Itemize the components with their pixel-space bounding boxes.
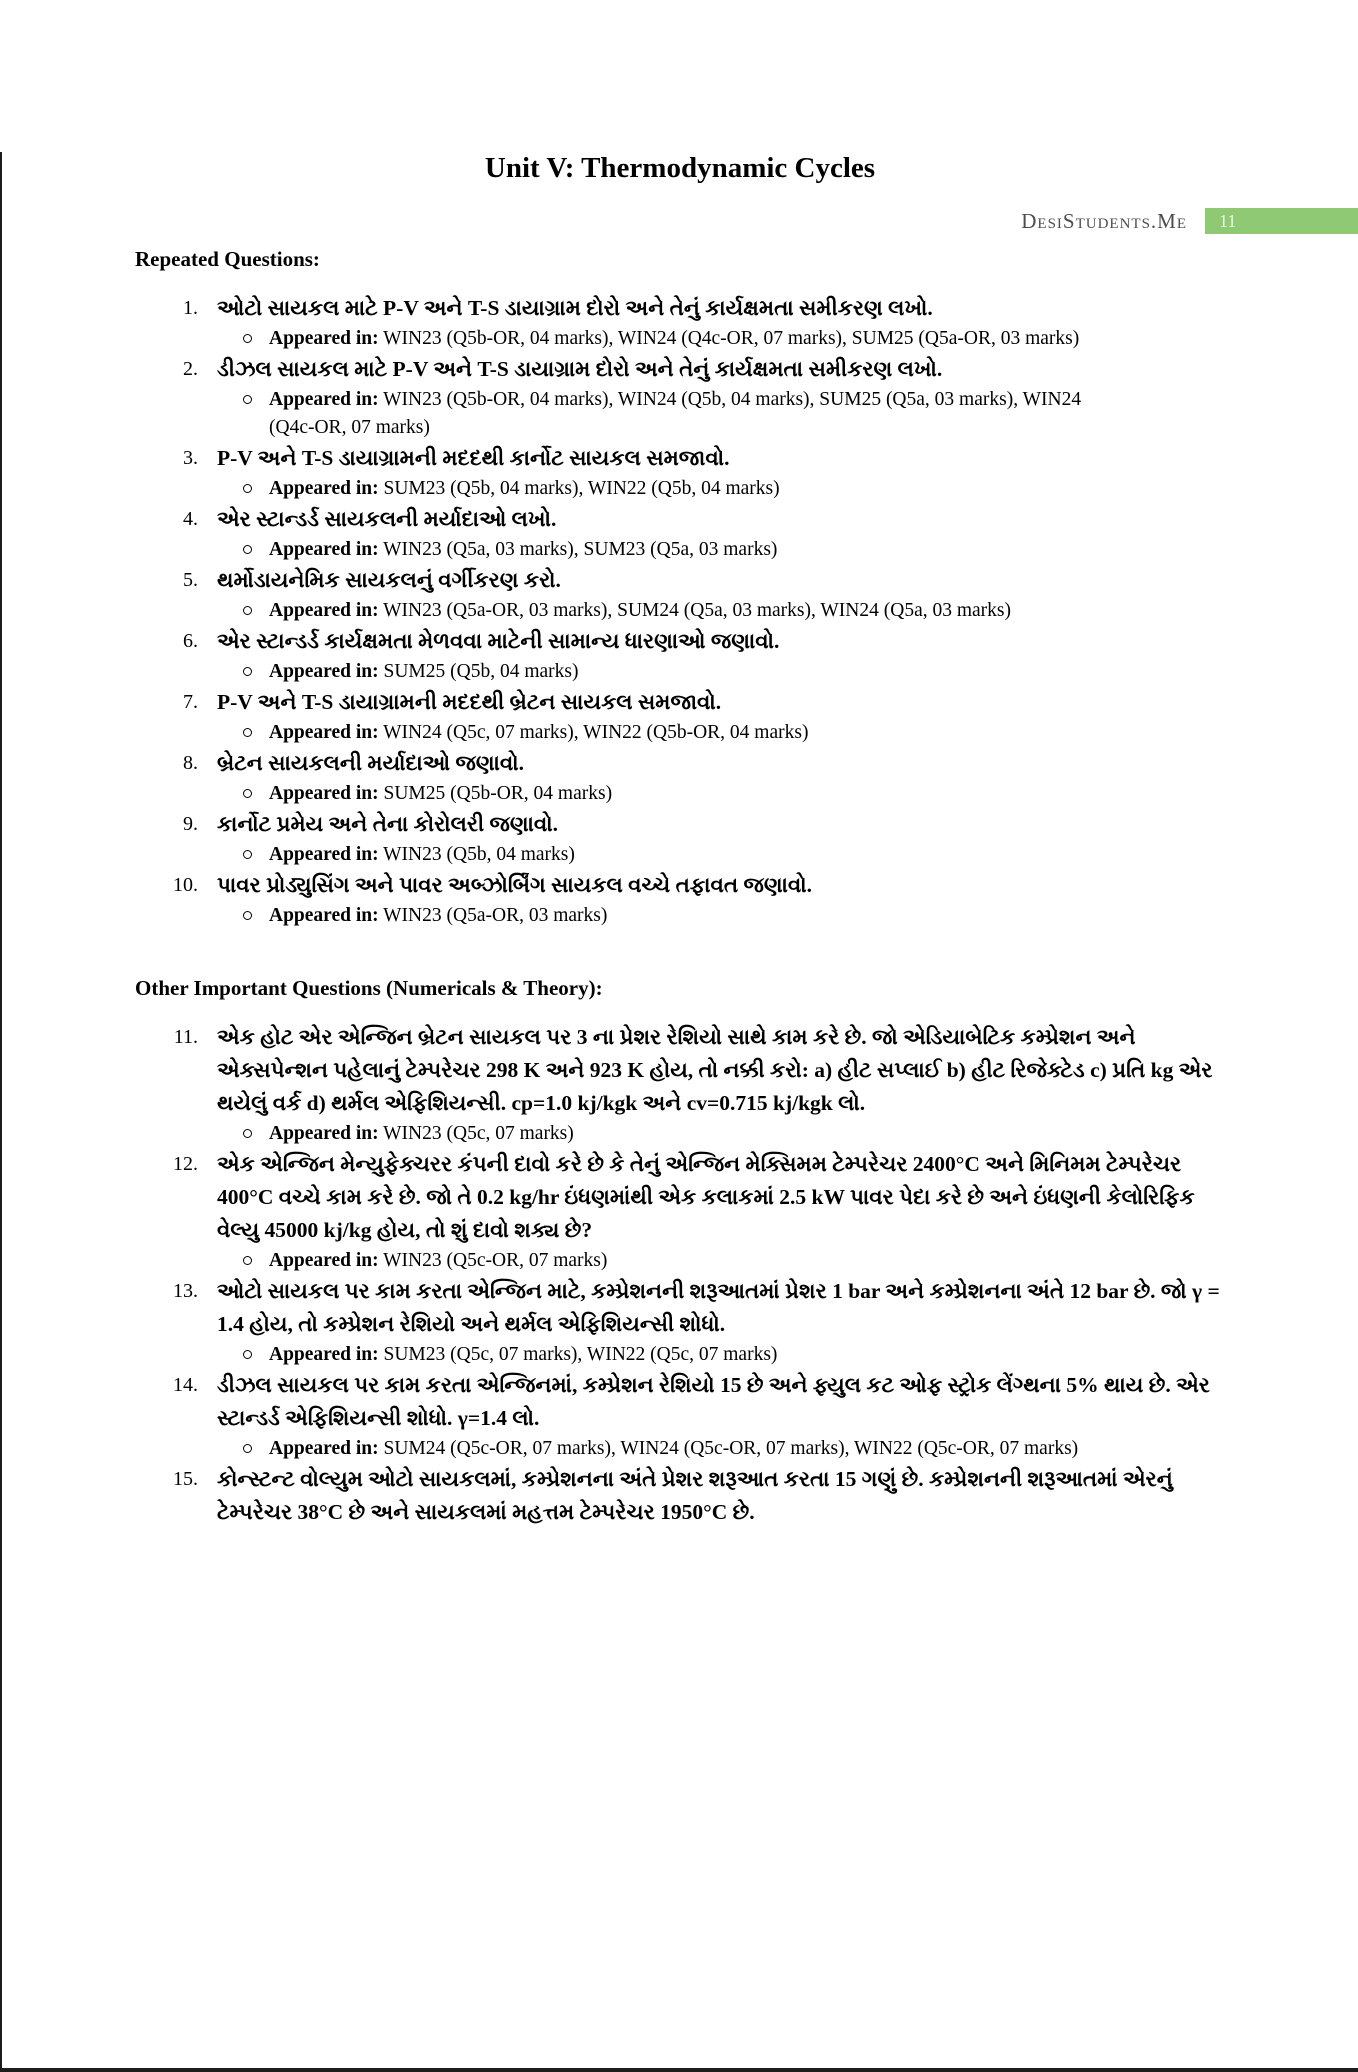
appeared-text: SUM23 (Q5c, 07 marks), WIN22 (Q5c, 07 marks) xyxy=(383,1344,778,1365)
circle-bullet-icon xyxy=(243,1444,252,1453)
site-name: DesiStudents.Me xyxy=(1021,208,1187,233)
section-heading-other: Other Important Questions (Numericals & Theory): xyxy=(135,976,603,1000)
page-number: 11 xyxy=(1219,210,1237,231)
appeared-label: Appeared in: xyxy=(269,661,379,682)
circle-bullet-icon xyxy=(243,850,252,859)
appeared-text: WIN23 (Q5c, 07 marks) xyxy=(383,1123,574,1144)
appeared-label: Appeared in: xyxy=(269,783,379,804)
page-number-badge xyxy=(1205,208,1358,234)
question-number: 5. xyxy=(183,569,198,591)
circle-bullet-icon xyxy=(243,334,252,343)
question-item-9 xyxy=(170,808,1228,869)
question-number: 15. xyxy=(173,1468,198,1490)
section-heading-repeated: Repeated Questions: xyxy=(135,247,320,271)
question-text: ઓટો સાયકલ માટે P-V અને T-S ડાયાગ્રામ દોરો અને તેનું કાર્યક્ષમતા સમીકરણ લખો. xyxy=(217,296,933,320)
appeared-label: Appeared in: xyxy=(269,844,379,865)
question-number: 10. xyxy=(173,874,198,896)
appeared-label: Appeared in: xyxy=(269,1123,379,1144)
appeared-in-line xyxy=(217,658,1092,686)
appeared-in-line xyxy=(217,841,1092,869)
question-item-1 xyxy=(170,292,1228,353)
question-number: 12. xyxy=(173,1153,198,1175)
question-item-3 xyxy=(170,442,1228,503)
question-item-8 xyxy=(170,747,1228,808)
appeared-in-line xyxy=(217,1247,1092,1275)
page-bottom-edge xyxy=(2,2068,1358,2072)
question-text: ડીઝલ સાયકલ પર કામ કરતા એન્જિનમાં, કમ્પ્રેશન રેશિયો 15 છે અને ફ્યુલ કટ ઓફ સ્ટ્રોક લેંગ્થના 5% થાય છે. એર સ્ટાન્ડર્ડ એફિશિયન્સી શોધો. γ=1.4 લો. xyxy=(217,1373,1210,1430)
appeared-text: WIN23 (Q5a-OR, 03 marks) xyxy=(383,905,608,926)
question-text: એર સ્ટાન્ડર્ડ સાયકલની મર્યાદાઓ લખો. xyxy=(217,507,557,531)
appeared-label: Appeared in: xyxy=(269,905,379,926)
question-text: થર્મોડાયનેમિક સાયકલનું વર્ગીકરણ કરો. xyxy=(217,568,561,592)
question-item-15 xyxy=(170,1463,1228,1529)
question-text: એર સ્ટાન્ડર્ડ કાર્યક્ષમતા મેળવવા માટેની સામાન્ય ધારણાઓ જણાવો. xyxy=(217,629,780,653)
question-number: 11. xyxy=(173,1026,198,1048)
page-header xyxy=(2,208,1358,234)
question-number: 6. xyxy=(183,630,198,652)
appeared-label: Appeared in: xyxy=(269,478,379,499)
question-number: 14. xyxy=(173,1374,198,1396)
question-number: 13. xyxy=(173,1280,198,1302)
question-item-14 xyxy=(170,1369,1228,1463)
appeared-text: WIN23 (Q5a-OR, 03 marks), SUM24 (Q5a, 03 marks), WIN24 (Q5a, 03 marks) xyxy=(383,600,1012,621)
appeared-label: Appeared in: xyxy=(269,600,379,621)
appeared-in-line xyxy=(217,1120,1092,1148)
appeared-text: SUM25 (Q5b, 04 marks) xyxy=(383,661,579,682)
appeared-in-line xyxy=(217,1341,1092,1369)
appeared-text: WIN23 (Q5b, 04 marks) xyxy=(383,844,575,865)
circle-bullet-icon xyxy=(243,606,252,615)
appeared-label: Appeared in: xyxy=(269,1250,379,1271)
circle-bullet-icon xyxy=(243,1129,252,1138)
circle-bullet-icon xyxy=(243,728,252,737)
question-item-12 xyxy=(170,1148,1228,1275)
question-text: એક હોટ એર એન્જિન બ્રેટન સાયકલ પર 3 ના પ્રેશર રેશિયો સાથે કામ કરે છે. જો એડિયાબેટિક કમ્પ્રેશન અને એક્સપેન્શન પહેલાનું ટેમ્પરેચર 298 K અને 923 K હોય, તો નક્કી કરો: a) હીટ સપ્લાઈ b) હીટ રિજેક્ટેડ c) પ્રતિ kg એર થયેલું વર્ક d) થર્મલ એફિશિયન્સી. cp=1.0 kj/kgk અને cv=0.715 kj/kgk લો. xyxy=(217,1025,1213,1115)
other-questions-list xyxy=(170,1021,1228,1529)
circle-bullet-icon xyxy=(243,1256,252,1265)
appeared-in-line xyxy=(217,597,1092,625)
question-text: કોન્સ્ટન્ટ વોલ્યુમ ઓટો સાયકલમાં, કમ્પ્રેશનના અંતે પ્રેશર શરૂઆત કરતા 15 ગણું છે. કમ્પ્રેશનની શરૂઆતમાં એરનું ટેમ્પરેચર 38°C છે અને સાયકલમાં મહત્તમ ટેમ્પરેચર 1950°C છે. xyxy=(217,1467,1173,1524)
question-item-11 xyxy=(170,1021,1228,1148)
question-item-13 xyxy=(170,1275,1228,1369)
repeated-questions-list xyxy=(170,292,1228,930)
question-item-10 xyxy=(170,869,1228,930)
circle-bullet-icon xyxy=(243,789,252,798)
question-item-6 xyxy=(170,625,1228,686)
appeared-text: WIN23 (Q5b-OR, 04 marks), WIN24 (Q4c-OR, 07 marks), SUM25 (Q5a-OR, 03 marks) xyxy=(383,328,1080,349)
question-number: 7. xyxy=(183,691,198,713)
circle-bullet-icon xyxy=(243,484,252,493)
appeared-text: SUM24 (Q5c-OR, 07 marks), WIN24 (Q5c-OR, 07 marks), WIN22 (Q5c-OR, 07 marks) xyxy=(383,1438,1079,1459)
question-text: એક એન્જિન મેન્યુફેક્ચરર કંપની દાવો કરે છે કે તેનું એન્જિન મેક્સિમમ ટેમ્પરેચર 2400°C અને મિનિમમ ટેમ્પરેચર 400°C વચ્ચે કામ કરે છે. જો તે 0.2 kg/hr ઇંધણમાંથી એક કલાકમાં 2.5 kW પાવર પેદા કરે છે અને ઇંધણની કેલોરિફિક વેલ્યુ 45000 kj/kg હોય, તો શું દાવો શક્ય છે? xyxy=(217,1152,1195,1242)
appeared-in-line xyxy=(217,902,1092,930)
appeared-text: WIN24 (Q5c, 07 marks), WIN22 (Q5b-OR, 04 marks) xyxy=(383,722,809,743)
question-item-7 xyxy=(170,686,1228,747)
circle-bullet-icon xyxy=(243,545,252,554)
question-text: કાર્નોટ પ્રમેય અને તેના કોરોલરી જણાવો. xyxy=(217,812,559,836)
question-number: 1. xyxy=(183,297,198,319)
appeared-in-line xyxy=(217,325,1092,353)
circle-bullet-icon xyxy=(243,1350,252,1359)
appeared-label: Appeared in: xyxy=(269,1344,379,1365)
question-item-2 xyxy=(170,353,1228,442)
circle-bullet-icon xyxy=(243,395,252,404)
question-number: 9. xyxy=(183,813,198,835)
circle-bullet-icon xyxy=(243,911,252,920)
appeared-label: Appeared in: xyxy=(269,722,379,743)
question-text: બ્રેટન સાયકલની મર્યાદાઓ જણાવો. xyxy=(217,751,524,775)
question-text: ઓટો સાયકલ પર કામ કરતા એન્જિન માટે, કમ્પ્રેશનની શરૂઆતમાં પ્રેશર 1 bar અને કમ્પ્રેશનના અંતે 12 bar છે. જો γ = 1.4 હોય, તો કમ્પ્રેશન રેશિયો અને થર્મલ એફિશિયન્સી શોધો. xyxy=(217,1279,1220,1336)
question-number: 3. xyxy=(183,447,198,469)
appeared-label: Appeared in: xyxy=(269,539,379,560)
appeared-text: WIN23 (Q5c-OR, 07 marks) xyxy=(383,1250,608,1271)
question-number: 2. xyxy=(183,358,198,380)
question-item-4 xyxy=(170,503,1228,564)
question-text: P-V અને T-S ડાયાગ્રામની મદદથી કાર્નોટ સાયકલ સમજાવો. xyxy=(217,446,730,470)
appeared-in-line xyxy=(217,475,1092,503)
appeared-in-line xyxy=(217,386,1092,442)
appeared-in-line xyxy=(217,780,1092,808)
question-text: P-V અને T-S ડાયાગ્રામની મદદથી બ્રેટન સાયકલ સમજાવો. xyxy=(217,690,722,714)
appeared-label: Appeared in: xyxy=(269,328,379,349)
appeared-label: Appeared in: xyxy=(269,1438,379,1459)
question-number: 8. xyxy=(183,752,198,774)
appeared-text: SUM23 (Q5b, 04 marks), WIN22 (Q5b, 04 marks) xyxy=(383,478,780,499)
appeared-text: WIN23 (Q5b-OR, 04 marks), WIN24 (Q5b, 04 marks), SUM25 (Q5a, 03 marks), WIN24 (Q4c-OR, 07 marks) xyxy=(269,389,1082,438)
appeared-in-line xyxy=(217,1435,1092,1463)
appeared-label: Appeared in: xyxy=(269,389,379,410)
appeared-in-line xyxy=(217,719,1092,747)
question-number: 4. xyxy=(183,508,198,530)
appeared-in-line xyxy=(217,536,1092,564)
question-item-5 xyxy=(170,564,1228,625)
page-title: Unit V: Thermodynamic Cycles xyxy=(484,152,876,184)
circle-bullet-icon xyxy=(243,667,252,676)
appeared-text: WIN23 (Q5a, 03 marks), SUM23 (Q5a, 03 marks) xyxy=(383,539,778,560)
question-text: પાવર પ્રોડ્યુસિંગ અને પાવર અબ્ઝોર્બિંગ સાયકલ વચ્ચે તફાવત જણાવો. xyxy=(217,873,813,897)
appeared-text: SUM25 (Q5b-OR, 04 marks) xyxy=(383,783,613,804)
question-text: ડીઝલ સાયકલ માટે P-V અને T-S ડાયાગ્રામ દોરો અને તેનું કાર્યક્ષમતા સમીકરણ લખો. xyxy=(217,357,943,381)
